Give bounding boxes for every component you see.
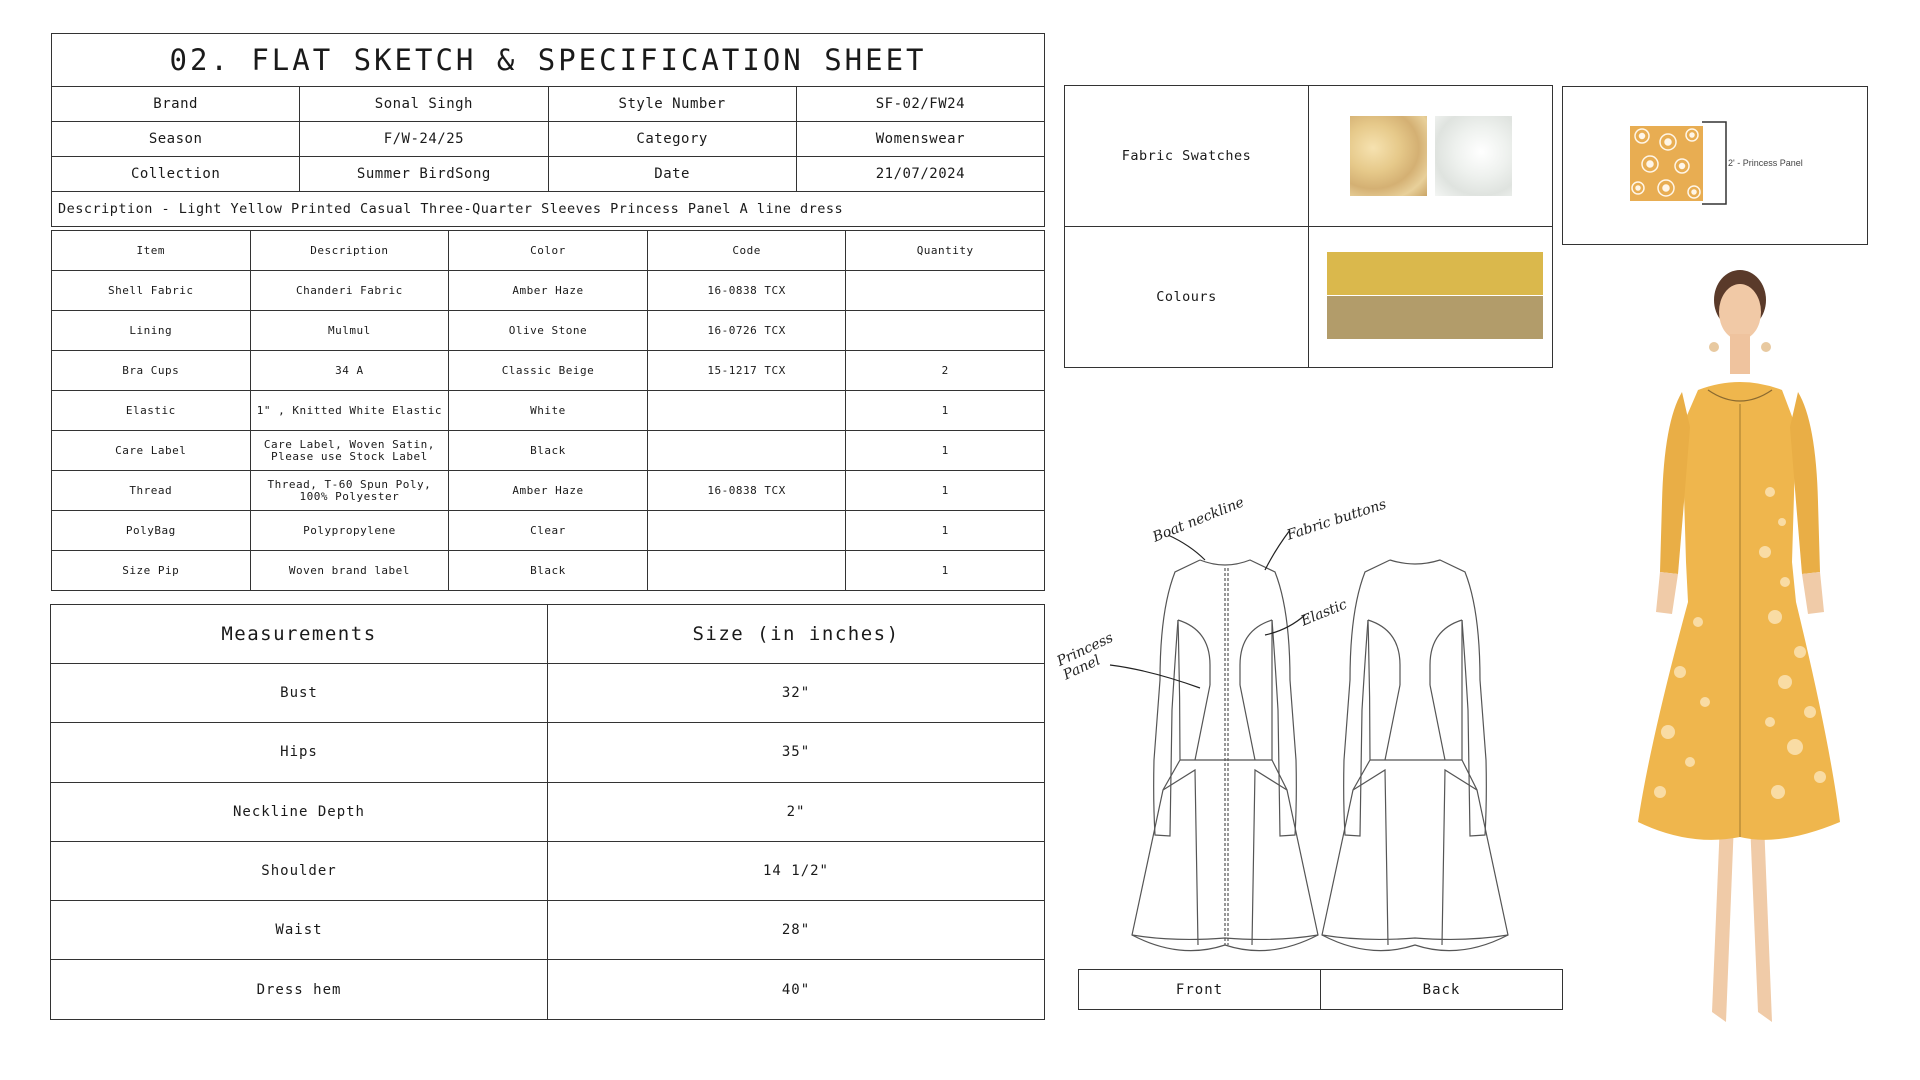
note-boat-neckline: Boat neckline (1150, 494, 1247, 546)
table-cell: Mulmul (250, 311, 449, 351)
measurements-table (50, 604, 1045, 1020)
season-label: Season (52, 122, 300, 157)
right-leg (1750, 822, 1772, 1022)
table-row (52, 471, 1045, 511)
back-label: Back (1321, 970, 1563, 1010)
table-cell: Amber Haze (449, 471, 648, 511)
view-labels (1078, 969, 1563, 1010)
table-cell: Clear (449, 511, 648, 551)
measurement-value: 2" (548, 782, 1045, 841)
garment-description: Description - Light Yellow Printed Casual Three-Quarter Sleeves Princess Panel A line dress (52, 192, 1045, 227)
note-elastic: Elastic (1298, 596, 1350, 630)
date-label: Date (548, 157, 796, 192)
fabric-swatches-label: Fabric Swatches (1065, 86, 1309, 227)
table-row (52, 431, 1045, 471)
measurement-value: 35" (548, 723, 1045, 782)
column-header: Item (52, 231, 251, 271)
left-sleeve (1660, 392, 1690, 574)
table-cell: Care Label (52, 431, 251, 471)
measurement-value: 32" (548, 664, 1045, 723)
table-cell: Lining (52, 311, 251, 351)
brand-label: Brand (52, 87, 300, 122)
table-cell: Black (449, 551, 648, 591)
table-cell: 1 (846, 431, 1045, 471)
table-row (52, 271, 1045, 311)
table-cell (846, 311, 1045, 351)
table-row (52, 391, 1045, 431)
brand-value: Sonal Singh (300, 87, 548, 122)
left-leg (1712, 822, 1734, 1022)
table-row (52, 311, 1045, 351)
print-label: 2' - Princess Panel (1728, 158, 1803, 168)
measurements-header-row (51, 605, 1045, 664)
collection-label: Collection (52, 157, 300, 192)
measurement-name: Shoulder (51, 841, 548, 900)
front-label: Front (1079, 970, 1321, 1010)
column-header: Quantity (846, 231, 1045, 271)
table-cell: Polypropylene (250, 511, 449, 551)
column-header: Size (in inches) (548, 605, 1045, 664)
colour-chip-amber (1327, 252, 1543, 295)
table-cell: Elastic (52, 391, 251, 431)
colour-chip-olive (1327, 296, 1543, 339)
table-cell: Size Pip (52, 551, 251, 591)
table-cell: Thread, T-60 Spun Poly, 100% Polyester (250, 471, 449, 511)
table-cell: 34 A (250, 351, 449, 391)
right-sleeve (1790, 392, 1820, 574)
table-cell: 1 (846, 511, 1045, 551)
table-cell: 16-0838 TCX (647, 471, 846, 511)
category-value: Womenswear (796, 122, 1044, 157)
table-cell (647, 391, 846, 431)
annotation-arrows (1110, 530, 1305, 688)
table-row (52, 511, 1045, 551)
table-row (51, 901, 1045, 960)
table-cell: Chanderi Fabric (250, 271, 449, 311)
column-header: Description (250, 231, 449, 271)
table-cell: White (449, 391, 648, 431)
table-cell: Care Label, Woven Satin, Please use Stock Label (250, 431, 449, 471)
back-sketch (1322, 560, 1508, 951)
fabric-swatches-cell (1309, 86, 1553, 227)
fashion-illustration (1620, 262, 1860, 1022)
panel-bracket (1700, 120, 1730, 208)
table-row (52, 351, 1045, 391)
table-row (51, 723, 1045, 782)
measurement-name: Neckline Depth (51, 782, 548, 841)
table-cell: 1" , Knitted White Elastic (250, 391, 449, 431)
face (1719, 284, 1761, 340)
table-cell: Black (449, 431, 648, 471)
table-cell: Amber Haze (449, 271, 648, 311)
table-cell: Classic Beige (449, 351, 648, 391)
style-info-table (51, 86, 1045, 227)
table-cell (647, 511, 846, 551)
colours-label: Colours (1065, 227, 1309, 368)
measurement-value: 14 1/2" (548, 841, 1045, 900)
measurement-name: Dress hem (51, 960, 548, 1019)
date-value: 21/07/2024 (796, 157, 1044, 192)
table-cell: 15-1217 TCX (647, 351, 846, 391)
table-cell: Woven brand label (250, 551, 449, 591)
table-cell (846, 271, 1045, 311)
print-dots-pattern (1630, 126, 1703, 201)
category-label: Category (548, 122, 796, 157)
flat-sketch (1050, 490, 1550, 960)
table-cell: Thread (52, 471, 251, 511)
table-row (51, 841, 1045, 900)
table-row (51, 782, 1045, 841)
table-cell: 1 (846, 551, 1045, 591)
measurement-name: Hips (51, 723, 548, 782)
materials-table (51, 230, 1045, 591)
column-header: Measurements (51, 605, 548, 664)
column-header: Code (647, 231, 846, 271)
table-row (51, 960, 1045, 1019)
fabric-swatch-mulmul (1435, 116, 1512, 196)
table-cell: Bra Cups (52, 351, 251, 391)
collection-value: Summer BirdSong (300, 157, 548, 192)
table-cell (647, 551, 846, 591)
table-cell: 1 (846, 391, 1045, 431)
style-number-value: SF-02/FW24 (796, 87, 1044, 122)
column-header: Color (449, 231, 648, 271)
table-cell (647, 431, 846, 471)
measurement-value: 40" (548, 960, 1045, 1019)
table-cell: Shell Fabric (52, 271, 251, 311)
style-number-label: Style Number (548, 87, 796, 122)
table-cell: 16-0726 TCX (647, 311, 846, 351)
page-title: 02. FLAT SKETCH & SPECIFICATION SHEET (51, 33, 1045, 87)
table-cell: PolyBag (52, 511, 251, 551)
table-cell: Olive Stone (449, 311, 648, 351)
measurement-name: Waist (51, 901, 548, 960)
table-cell: 1 (846, 471, 1045, 511)
print-swatch (1630, 126, 1703, 201)
table-row (52, 551, 1045, 591)
table-cell: 16-0838 TCX (647, 271, 846, 311)
materials-header-row (52, 231, 1045, 271)
measurement-value: 28" (548, 901, 1045, 960)
note-princess-panel: Princess Panel (1054, 629, 1116, 684)
note-fabric-buttons: Fabric buttons (1285, 496, 1389, 544)
season-value: F/W-24/25 (300, 122, 548, 157)
front-sketch (1132, 560, 1318, 951)
table-cell: 2 (846, 351, 1045, 391)
table-row (51, 664, 1045, 723)
fabric-swatch-chanderi (1350, 116, 1427, 196)
measurement-name: Bust (51, 664, 548, 723)
